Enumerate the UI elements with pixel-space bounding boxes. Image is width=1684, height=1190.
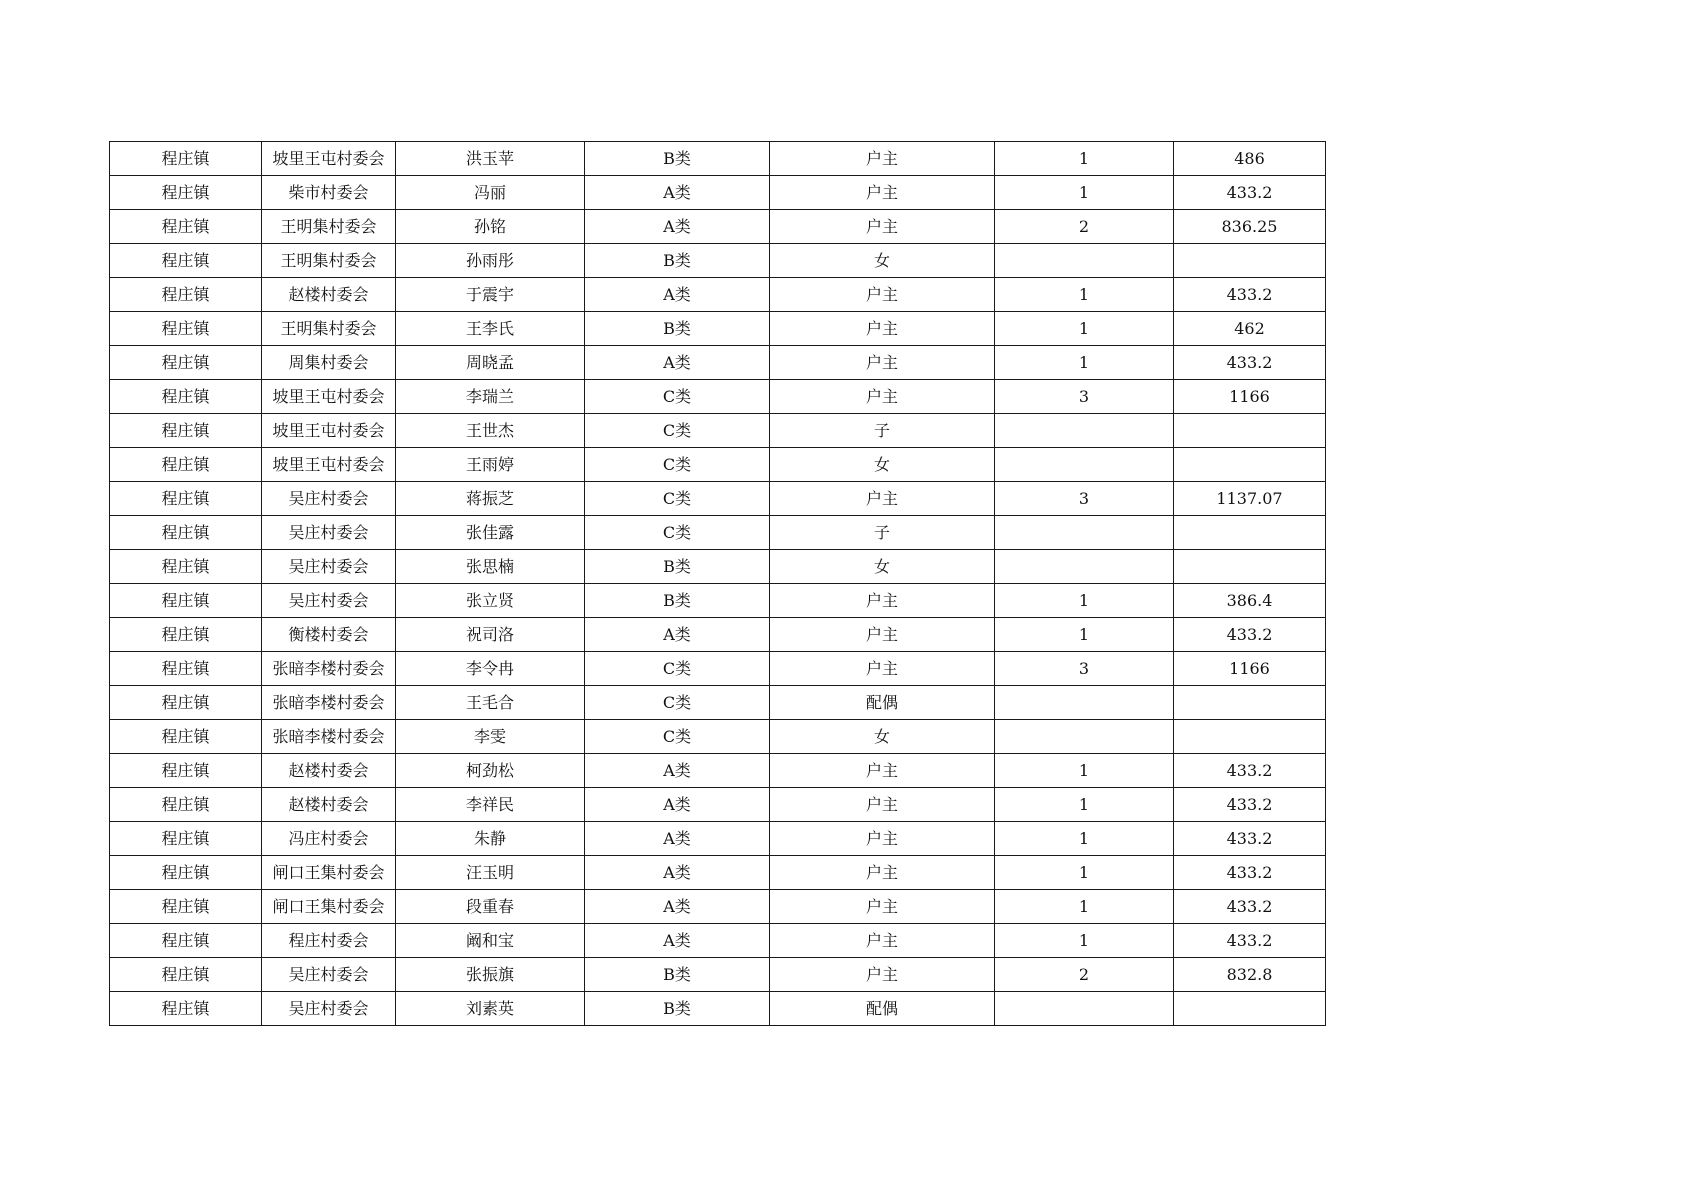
amount-cell: 836.25 bbox=[1174, 210, 1326, 244]
village-committee-cell: 坡里王屯村委会 bbox=[262, 380, 396, 414]
category-cell: B类 bbox=[585, 142, 770, 176]
amount-cell: 433.2 bbox=[1174, 346, 1326, 380]
village-committee-cell: 王明集村委会 bbox=[262, 312, 396, 346]
relation-cell: 户主 bbox=[770, 380, 995, 414]
person-name-cell: 李雯 bbox=[396, 720, 585, 754]
table-row bbox=[110, 278, 1326, 312]
village-committee-cell: 张暗李楼村委会 bbox=[262, 652, 396, 686]
category-cell: A类 bbox=[585, 890, 770, 924]
village-committee-cell: 坡里王屯村委会 bbox=[262, 414, 396, 448]
relation-cell: 户主 bbox=[770, 278, 995, 312]
person-name-cell: 张佳露 bbox=[396, 516, 585, 550]
relation-cell: 户主 bbox=[770, 890, 995, 924]
category-cell: C类 bbox=[585, 482, 770, 516]
town-cell: 程庄镇 bbox=[110, 686, 262, 720]
table-row bbox=[110, 584, 1326, 618]
table-row bbox=[110, 244, 1326, 278]
household-size-cell: 1 bbox=[995, 856, 1174, 890]
table-row bbox=[110, 176, 1326, 210]
person-name-cell: 阚和宝 bbox=[396, 924, 585, 958]
table-body bbox=[110, 142, 1326, 1026]
amount-cell: 433.2 bbox=[1174, 890, 1326, 924]
town-cell: 程庄镇 bbox=[110, 618, 262, 652]
category-cell: A类 bbox=[585, 754, 770, 788]
person-name-cell: 洪玉苹 bbox=[396, 142, 585, 176]
person-name-cell: 柯劲松 bbox=[396, 754, 585, 788]
spreadsheet-page bbox=[109, 141, 1325, 1026]
amount-cell: 1166 bbox=[1174, 380, 1326, 414]
person-name-cell: 汪玉明 bbox=[396, 856, 585, 890]
town-cell: 程庄镇 bbox=[110, 414, 262, 448]
village-committee-cell: 衡楼村委会 bbox=[262, 618, 396, 652]
category-cell: A类 bbox=[585, 788, 770, 822]
amount-cell: 462 bbox=[1174, 312, 1326, 346]
amount-cell: 433.2 bbox=[1174, 754, 1326, 788]
household-size-cell: 1 bbox=[995, 754, 1174, 788]
amount-cell: 486 bbox=[1174, 142, 1326, 176]
table-row bbox=[110, 686, 1326, 720]
amount-cell: 386.4 bbox=[1174, 584, 1326, 618]
amount-cell: 433.2 bbox=[1174, 856, 1326, 890]
relation-cell: 女 bbox=[770, 720, 995, 754]
relation-cell: 户主 bbox=[770, 482, 995, 516]
relation-cell: 户主 bbox=[770, 822, 995, 856]
person-name-cell: 段重春 bbox=[396, 890, 585, 924]
household-size-cell bbox=[995, 686, 1174, 720]
category-cell: B类 bbox=[585, 584, 770, 618]
table-row bbox=[110, 890, 1326, 924]
table-row bbox=[110, 822, 1326, 856]
category-cell: A类 bbox=[585, 210, 770, 244]
category-cell: C类 bbox=[585, 380, 770, 414]
amount-cell: 832.8 bbox=[1174, 958, 1326, 992]
relation-cell: 户主 bbox=[770, 924, 995, 958]
town-cell: 程庄镇 bbox=[110, 516, 262, 550]
village-committee-cell: 张暗李楼村委会 bbox=[262, 686, 396, 720]
category-cell: A类 bbox=[585, 856, 770, 890]
category-cell: C类 bbox=[585, 686, 770, 720]
relation-cell: 子 bbox=[770, 516, 995, 550]
person-name-cell: 王世杰 bbox=[396, 414, 585, 448]
person-name-cell: 周晓孟 bbox=[396, 346, 585, 380]
town-cell: 程庄镇 bbox=[110, 380, 262, 414]
amount-cell: 433.2 bbox=[1174, 788, 1326, 822]
village-committee-cell: 吴庄村委会 bbox=[262, 482, 396, 516]
relation-cell: 户主 bbox=[770, 210, 995, 244]
category-cell: A类 bbox=[585, 822, 770, 856]
household-size-cell: 2 bbox=[995, 210, 1174, 244]
household-size-cell: 2 bbox=[995, 958, 1174, 992]
relation-cell: 子 bbox=[770, 414, 995, 448]
relation-cell: 配偶 bbox=[770, 992, 995, 1026]
category-cell: B类 bbox=[585, 992, 770, 1026]
relation-cell: 女 bbox=[770, 550, 995, 584]
household-size-cell bbox=[995, 448, 1174, 482]
category-cell: A类 bbox=[585, 176, 770, 210]
town-cell: 程庄镇 bbox=[110, 992, 262, 1026]
town-cell: 程庄镇 bbox=[110, 278, 262, 312]
category-cell: C类 bbox=[585, 414, 770, 448]
amount-cell: 433.2 bbox=[1174, 924, 1326, 958]
table-row bbox=[110, 142, 1326, 176]
amount-cell: 433.2 bbox=[1174, 822, 1326, 856]
village-committee-cell: 王明集村委会 bbox=[262, 244, 396, 278]
amount-cell: 1137.07 bbox=[1174, 482, 1326, 516]
village-committee-cell: 赵楼村委会 bbox=[262, 278, 396, 312]
table-row bbox=[110, 992, 1326, 1026]
amount-cell bbox=[1174, 992, 1326, 1026]
relation-cell: 女 bbox=[770, 244, 995, 278]
table-row bbox=[110, 210, 1326, 244]
household-size-cell: 1 bbox=[995, 142, 1174, 176]
amount-cell: 433.2 bbox=[1174, 176, 1326, 210]
town-cell: 程庄镇 bbox=[110, 176, 262, 210]
amount-cell bbox=[1174, 686, 1326, 720]
village-committee-cell: 王明集村委会 bbox=[262, 210, 396, 244]
category-cell: A类 bbox=[585, 924, 770, 958]
person-name-cell: 冯丽 bbox=[396, 176, 585, 210]
village-committee-cell: 冯庄村委会 bbox=[262, 822, 396, 856]
amount-cell bbox=[1174, 244, 1326, 278]
household-size-cell: 1 bbox=[995, 890, 1174, 924]
relation-cell: 户主 bbox=[770, 618, 995, 652]
table-row bbox=[110, 516, 1326, 550]
person-name-cell: 孙雨彤 bbox=[396, 244, 585, 278]
town-cell: 程庄镇 bbox=[110, 210, 262, 244]
household-size-cell: 1 bbox=[995, 346, 1174, 380]
relation-cell: 户主 bbox=[770, 584, 995, 618]
village-committee-cell: 吴庄村委会 bbox=[262, 550, 396, 584]
table-row bbox=[110, 448, 1326, 482]
town-cell: 程庄镇 bbox=[110, 346, 262, 380]
town-cell: 程庄镇 bbox=[110, 924, 262, 958]
amount-cell bbox=[1174, 516, 1326, 550]
amount-cell bbox=[1174, 720, 1326, 754]
person-name-cell: 王毛合 bbox=[396, 686, 585, 720]
category-cell: A类 bbox=[585, 278, 770, 312]
amount-cell bbox=[1174, 448, 1326, 482]
person-name-cell: 朱静 bbox=[396, 822, 585, 856]
town-cell: 程庄镇 bbox=[110, 244, 262, 278]
town-cell: 程庄镇 bbox=[110, 822, 262, 856]
town-cell: 程庄镇 bbox=[110, 482, 262, 516]
village-committee-cell: 吴庄村委会 bbox=[262, 584, 396, 618]
household-size-cell bbox=[995, 414, 1174, 448]
household-size-cell bbox=[995, 244, 1174, 278]
category-cell: B类 bbox=[585, 958, 770, 992]
relation-cell: 户主 bbox=[770, 788, 995, 822]
amount-cell bbox=[1174, 414, 1326, 448]
person-name-cell: 于震宇 bbox=[396, 278, 585, 312]
table-row bbox=[110, 652, 1326, 686]
town-cell: 程庄镇 bbox=[110, 142, 262, 176]
relation-cell: 户主 bbox=[770, 958, 995, 992]
table-row bbox=[110, 550, 1326, 584]
category-cell: B类 bbox=[585, 550, 770, 584]
amount-cell bbox=[1174, 550, 1326, 584]
town-cell: 程庄镇 bbox=[110, 958, 262, 992]
person-name-cell: 张思楠 bbox=[396, 550, 585, 584]
person-name-cell: 孙铭 bbox=[396, 210, 585, 244]
household-size-cell: 1 bbox=[995, 278, 1174, 312]
category-cell: B类 bbox=[585, 244, 770, 278]
household-size-cell: 3 bbox=[995, 380, 1174, 414]
household-size-cell: 3 bbox=[995, 482, 1174, 516]
town-cell: 程庄镇 bbox=[110, 788, 262, 822]
town-cell: 程庄镇 bbox=[110, 448, 262, 482]
town-cell: 程庄镇 bbox=[110, 550, 262, 584]
person-name-cell: 王李氏 bbox=[396, 312, 585, 346]
village-committee-cell: 赵楼村委会 bbox=[262, 788, 396, 822]
household-size-cell bbox=[995, 516, 1174, 550]
town-cell: 程庄镇 bbox=[110, 720, 262, 754]
household-size-cell: 1 bbox=[995, 788, 1174, 822]
village-committee-cell: 吴庄村委会 bbox=[262, 958, 396, 992]
person-name-cell: 李令冉 bbox=[396, 652, 585, 686]
table-row bbox=[110, 924, 1326, 958]
table-row bbox=[110, 312, 1326, 346]
table-row bbox=[110, 346, 1326, 380]
village-committee-cell: 闸口王集村委会 bbox=[262, 856, 396, 890]
relation-cell: 女 bbox=[770, 448, 995, 482]
relation-cell: 户主 bbox=[770, 652, 995, 686]
amount-cell: 433.2 bbox=[1174, 278, 1326, 312]
category-cell: C类 bbox=[585, 720, 770, 754]
table-row bbox=[110, 788, 1326, 822]
person-name-cell: 王雨婷 bbox=[396, 448, 585, 482]
household-size-cell: 1 bbox=[995, 822, 1174, 856]
person-name-cell: 蒋振芝 bbox=[396, 482, 585, 516]
household-size-cell bbox=[995, 550, 1174, 584]
category-cell: A类 bbox=[585, 618, 770, 652]
table-row bbox=[110, 958, 1326, 992]
category-cell: C类 bbox=[585, 448, 770, 482]
category-cell: C类 bbox=[585, 652, 770, 686]
village-committee-cell: 周集村委会 bbox=[262, 346, 396, 380]
town-cell: 程庄镇 bbox=[110, 754, 262, 788]
relation-cell: 户主 bbox=[770, 754, 995, 788]
table-row bbox=[110, 856, 1326, 890]
relation-cell: 户主 bbox=[770, 346, 995, 380]
relation-cell: 户主 bbox=[770, 176, 995, 210]
person-name-cell: 祝司洛 bbox=[396, 618, 585, 652]
relation-cell: 户主 bbox=[770, 312, 995, 346]
village-committee-cell: 张暗李楼村委会 bbox=[262, 720, 396, 754]
table-row bbox=[110, 482, 1326, 516]
household-size-cell: 3 bbox=[995, 652, 1174, 686]
household-size-cell: 1 bbox=[995, 584, 1174, 618]
village-committee-cell: 坡里王屯村委会 bbox=[262, 448, 396, 482]
village-committee-cell: 吴庄村委会 bbox=[262, 516, 396, 550]
town-cell: 程庄镇 bbox=[110, 584, 262, 618]
person-name-cell: 张立贤 bbox=[396, 584, 585, 618]
household-size-cell bbox=[995, 720, 1174, 754]
village-committee-cell: 坡里王屯村委会 bbox=[262, 142, 396, 176]
village-committee-cell: 程庄村委会 bbox=[262, 924, 396, 958]
household-size-cell bbox=[995, 992, 1174, 1026]
person-name-cell: 李瑞兰 bbox=[396, 380, 585, 414]
household-size-cell: 1 bbox=[995, 312, 1174, 346]
village-committee-cell: 闸口王集村委会 bbox=[262, 890, 396, 924]
category-cell: B类 bbox=[585, 312, 770, 346]
relation-cell: 户主 bbox=[770, 142, 995, 176]
household-size-cell: 1 bbox=[995, 176, 1174, 210]
category-cell: A类 bbox=[585, 346, 770, 380]
table-row bbox=[110, 380, 1326, 414]
town-cell: 程庄镇 bbox=[110, 652, 262, 686]
household-size-cell: 1 bbox=[995, 924, 1174, 958]
town-cell: 程庄镇 bbox=[110, 312, 262, 346]
town-cell: 程庄镇 bbox=[110, 890, 262, 924]
village-committee-cell: 柴市村委会 bbox=[262, 176, 396, 210]
table-row bbox=[110, 754, 1326, 788]
amount-cell: 433.2 bbox=[1174, 618, 1326, 652]
table-row bbox=[110, 618, 1326, 652]
town-cell: 程庄镇 bbox=[110, 856, 262, 890]
village-committee-cell: 赵楼村委会 bbox=[262, 754, 396, 788]
person-name-cell: 张振旗 bbox=[396, 958, 585, 992]
amount-cell: 1166 bbox=[1174, 652, 1326, 686]
category-cell: C类 bbox=[585, 516, 770, 550]
table-row bbox=[110, 414, 1326, 448]
person-name-cell: 刘素英 bbox=[396, 992, 585, 1026]
relation-cell: 配偶 bbox=[770, 686, 995, 720]
household-size-cell: 1 bbox=[995, 618, 1174, 652]
table-row bbox=[110, 720, 1326, 754]
person-name-cell: 李祥民 bbox=[396, 788, 585, 822]
relation-cell: 户主 bbox=[770, 856, 995, 890]
data-table bbox=[109, 141, 1326, 1026]
village-committee-cell: 吴庄村委会 bbox=[262, 992, 396, 1026]
